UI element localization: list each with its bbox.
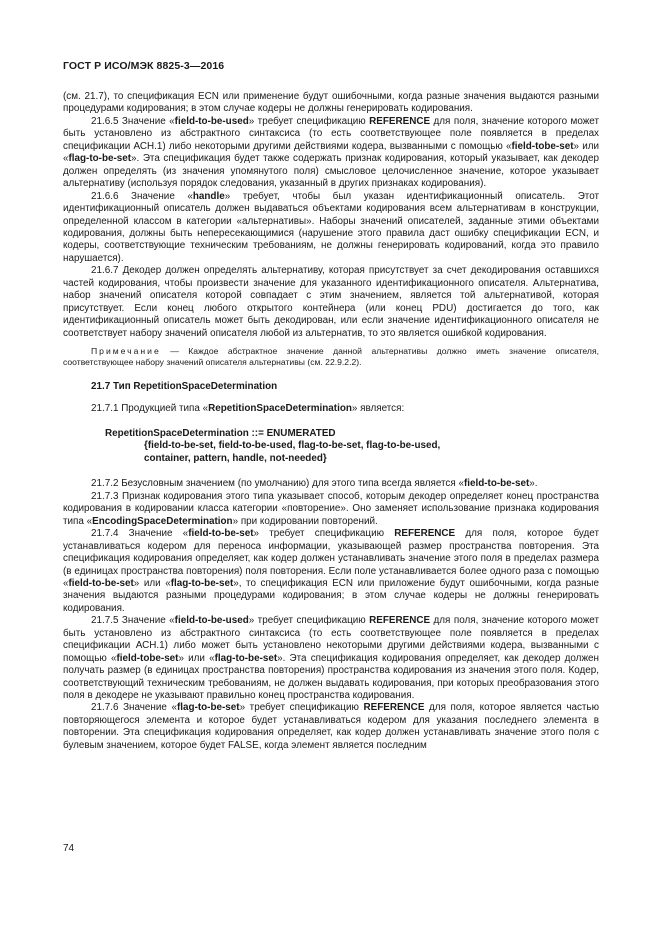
paragraph-21-6-6: 21.6.6 Значение «handle» требует, чтобы был указан идентификационный описатель. Этот идентификационный описатель должен выдаваться объектами кодирования всем альтернативам в конструкции, определенной классом в категории «альтернативы». Наборы значений описателей, заданные этими объектами кодирования, должны быть непересекающимися (нарушение этого правила даст ошибку спецификации ECN, и кодеры, соответствующие техническим требованиям, не должны генерировать кодирований, когда это правило нарушается). — [63, 190, 599, 264]
paragraph-21-6-5: 21.6.5 Значение «field-to-be-used» требует спецификацию REFERENCE для поля, значение которого может быть установлено из абстрактного синтаксиса (то есть соответствующее поле появляется в пределах спецификации АСН.1) либо некоторыми другими действиями кодера, вызванными с помощью «field-tobe-set» или «flag-to-be-set». Эта спецификация будет также содержать признак кодирования, который указывает, как декодер должен определять (из значения упомянутого поля) смысловое целочисленное значение, которое указывает альтернативу (используя порядок следования, указанный в других признаках кодирования). — [63, 115, 599, 190]
asn1-line-2: {field-to-be-set, field-to-be-used, flag-to-be-set, flag-to-be-used, — [144, 440, 441, 452]
paragraph-21-7-2: 21.7.2 Безусловным значением (по умолчанию) для этого типа всегда является «field-to-be-set». — [91, 478, 538, 490]
asn1-line-1: RepetitionSpaceDetermination ::= ENUMERATED — [105, 427, 336, 439]
paragraph-21-7-5: 21.7.5 Значение «field-to-be-used» требует спецификацию REFERENCE для поля, значение которого может быть установлено из абстрактного синтаксиса (то есть соответствующее поле появляется в пределах спецификации АСН.1) либо может быть установлено некоторыми другими действиями кодера, вызванными с помощью «field-tobe-set» или «flag-to-be-set». Эта спецификация кодирования определяет, как декодер должен получать размер (в единицах пространства повторения) пространства кодирования из значения этого поля. Кодер, соответствующий техническим требованиям, не должен выдавать кодирования, при которых преобразования этого поля в декодере не указывают правильно конец пространства кодирования. — [63, 615, 600, 702]
paragraph-continuation: (см. 21.7), то спецификация ECN или применение будут ошибочными, когда разные значения выдаются разными процедурами кодирования; в этом случае кодеры не должны генерировать кодирования. — [63, 91, 599, 115]
paragraph-21-6-7: 21.6.7 Декодер должен определять альтернативу, которая присутствует за счет декодирования оставшихся частей кодирования, чтобы произвести значение для указанного идентификационного описателя. Альтернатива, набор значений описателя которой совпадает с этим значением, является той альтернативой, которая присутствует. Если конец любого открытого контейнера (или конец PDU) достигается до того, как идентификационный описатель может быть декодирован, или если значение идентификационного описателя не соответствует набору значений описателя любой из альтернатив, то это является ошибкой кодирования. — [63, 265, 599, 339]
paragraph-21-7-6: 21.7.6 Значение «flag-to-be-set» требует спецификацию REFERENCE для поля, которое является частью повторяющегося элемента и которое будет устанавливаться кодером для указания последнего элемента в повторении. Эта спецификация кодирования определяет, как кодер должен устанавливать значение этого поля с булевым значением, которое будет FALSE, когда элемент является последним — [63, 702, 599, 751]
paragraph-21-7-3: 21.7.3 Признак кодирования этого типа указывает способ, которым декодер определяет конец пространства кодирования в кодировании класса категории «повторение». Оно заменяет использование признака кодирования типа «EncodingSpaceDetermination» при кодировании повторений. — [63, 490, 599, 527]
document-body — [63, 91, 599, 752]
section-heading-21-7: 21.7 Тип RepetitionSpaceDetermination — [91, 381, 278, 393]
asn1-line-3: container, pattern, handle, not-needed} — [144, 452, 327, 464]
asn1-definition — [63, 428, 599, 465]
note-label: Примечание — [91, 346, 161, 357]
document-header: ГОСТ Р ИСО/МЭК 8825-3—2016 — [63, 60, 225, 72]
note: Примечание — Каждое абстрактное значение данной альтернативы должно иметь значение описателя, соответствующее набору значений описателя альтернативы (см. 22.9.2.2). — [63, 346, 599, 368]
paragraph-21-7-4: 21.7.4 Значение «field-to-be-set» требует спецификацию REFERENCE для поля, которое будет устанавливаться кодером для переноса информации, указывающей размер пространства повторения. Эта спецификация кодирования определяет, как кодер должен устанавливать значение этого поля в пределах размера (в единицах пространства повторения) поля повторения. Если поле устанавливается более одного раза с помощью «field-to-be-set» или «flag-to-be-set», то спецификация ECN или приложение будут ошибочными, когда разные значения выдаются разными процедурами кодирования; в этом случае кодеры не должны генерировать кодирования. — [63, 528, 600, 614]
page-number: 74 — [63, 843, 75, 854]
paragraph-21-7-1: 21.7.1 Продукцией типа «RepetitionSpaceDetermination» является: — [91, 402, 405, 414]
